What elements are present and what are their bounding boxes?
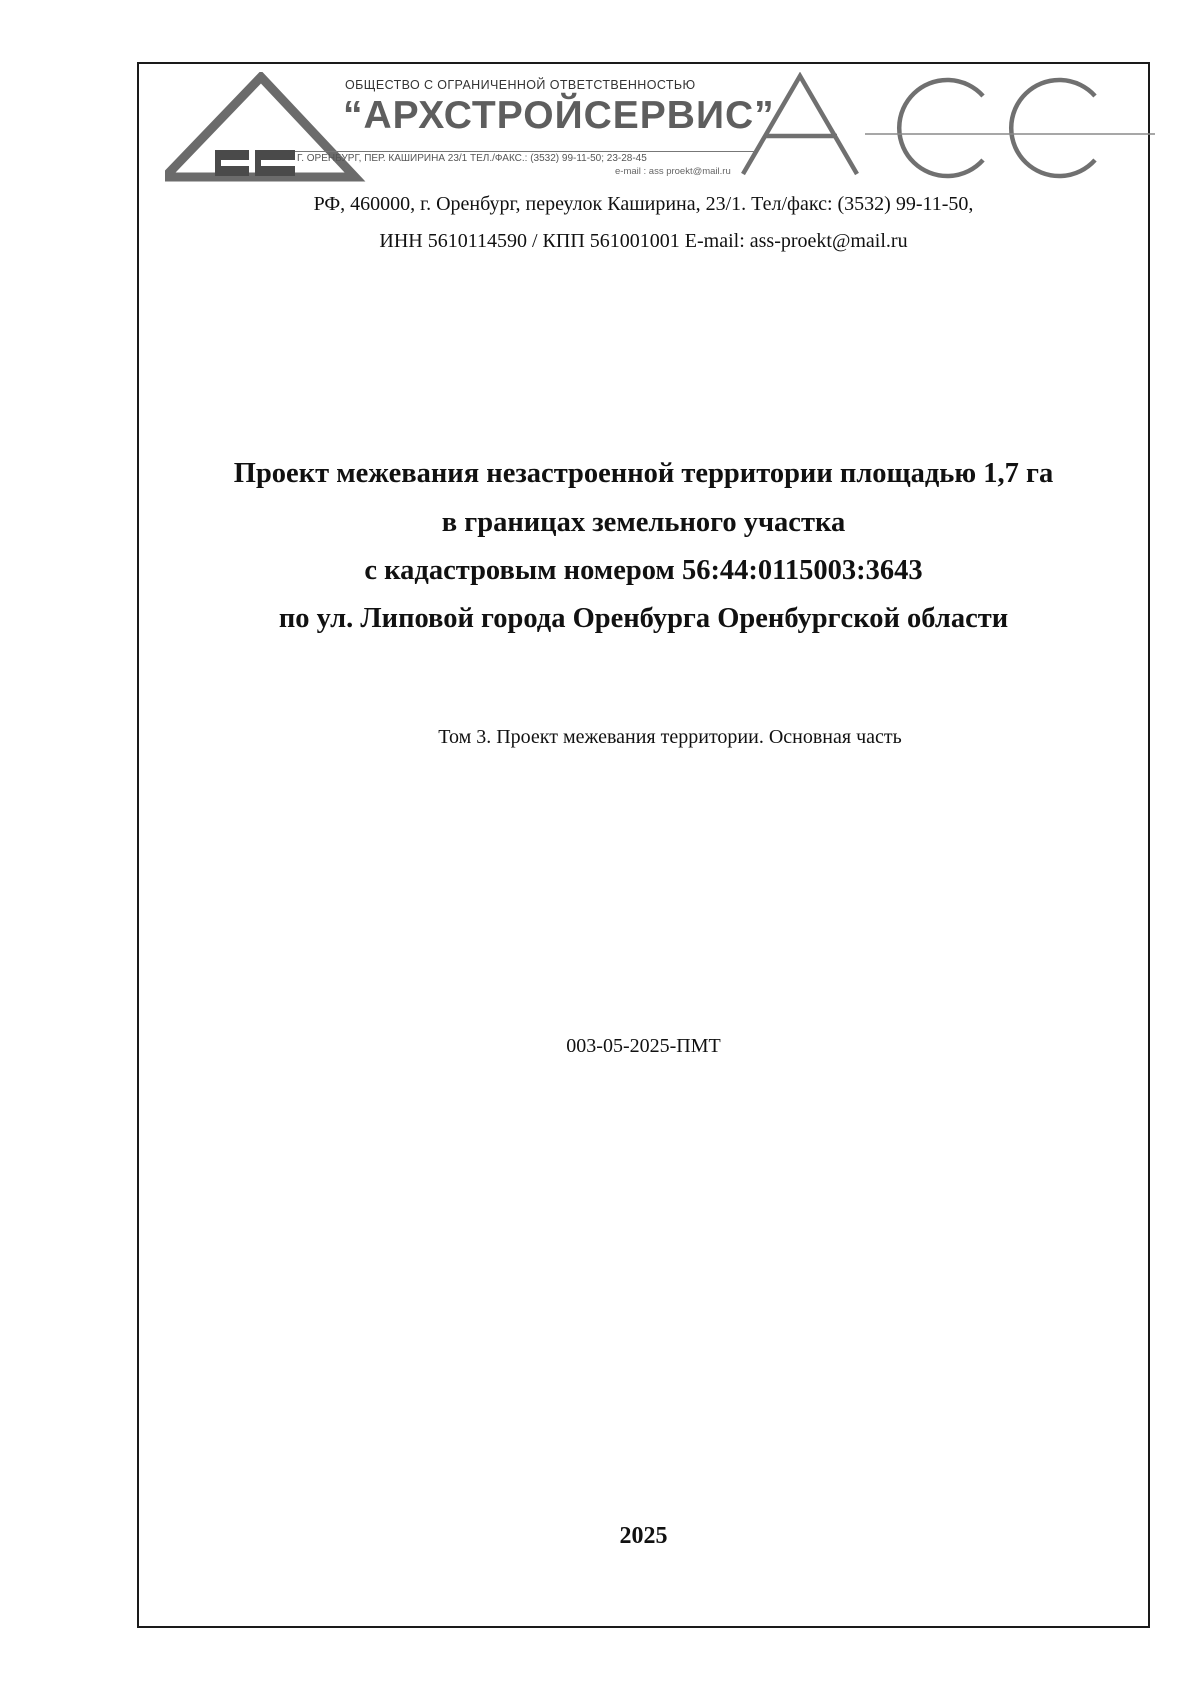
document-code: 003-05-2025-ПМТ <box>566 1035 721 1057</box>
page-frame <box>137 62 1150 1628</box>
volume-label: Том 3. Проект межевания территории. Основная часть <box>438 726 902 748</box>
contact-address-line: РФ, 460000, г. Оренбург, переулок Каширина, 23/1. Тел/факс: (3532) 99-11-50, <box>313 193 974 215</box>
title-line-3: с кадастровым номером 56:44:0115003:3643 <box>364 555 923 586</box>
logo-email: e-mail : ass proekt@mail.ru <box>615 166 731 177</box>
title-line-1: Проект межевания незастроенной территории площадью 1,7 га <box>233 458 1054 489</box>
title-line-4: по ул. Липовой города Оренбурга Оренбургской области <box>278 603 1009 634</box>
title-line-2: в границах земельного участка <box>441 507 846 538</box>
logo-divider <box>295 151 755 152</box>
document-year: 2025 <box>619 1523 668 1549</box>
acc-letters-icon <box>743 76 1095 176</box>
contact-tax-email-line: ИНН 5610114590 / КПП 561001001 E-mail: ass-proekt@mail.ru <box>379 230 908 252</box>
org-type-label: ОБЩЕСТВО С ОГРАНИЧЕННОЙ ОТВЕТСТВЕННОСТЬЮ <box>345 78 696 92</box>
org-name: “АРХСТРОЙСЕРВИС” <box>343 94 775 137</box>
logo-address: Г. ОРЕНБУРГ, ПЕР. КАШИРИНА 23/1 ТЕЛ./ФАКС.: (3532) 99-11-50; 23-28-45 <box>297 153 647 164</box>
company-logo <box>165 72 1155 184</box>
